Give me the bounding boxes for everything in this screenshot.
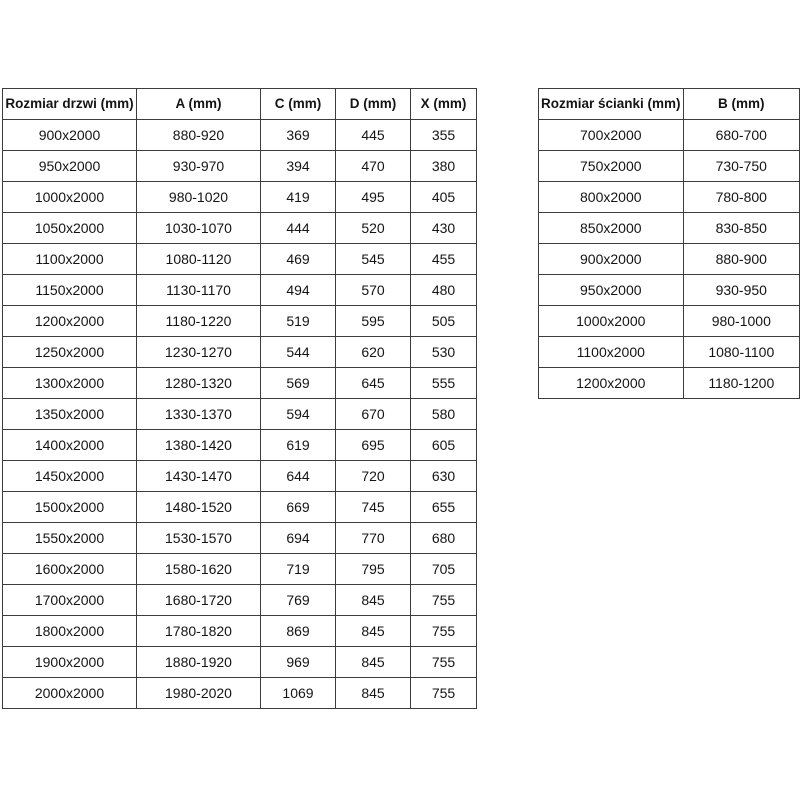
table-cell-a: 1280-1320 [137, 368, 261, 399]
table-cell-x: 755 [411, 647, 477, 678]
table-row [539, 275, 800, 306]
table-cell-c: 419 [261, 182, 336, 213]
table-cell-wall-size: 800x2000 [539, 182, 684, 213]
table-cell-d: 845 [336, 585, 411, 616]
table-cell-x: 355 [411, 120, 477, 151]
table-row [539, 368, 800, 399]
table-cell-x: 555 [411, 368, 477, 399]
table-cell-x: 405 [411, 182, 477, 213]
table-cell-d: 595 [336, 306, 411, 337]
table-cell-c: 544 [261, 337, 336, 368]
table-cell-door-size: 1100x2000 [3, 244, 137, 275]
table-cell-door-size: 950x2000 [3, 151, 137, 182]
table-cell-d: 845 [336, 678, 411, 709]
table-cell-door-size: 1250x2000 [3, 337, 137, 368]
table-row [3, 523, 477, 554]
table-row [539, 213, 800, 244]
table-cell-x: 580 [411, 399, 477, 430]
table-cell-a: 1680-1720 [137, 585, 261, 616]
table-cell-a: 1880-1920 [137, 647, 261, 678]
table-cell-c: 694 [261, 523, 336, 554]
table-cell-wall-size: 850x2000 [539, 213, 684, 244]
table-cell-d: 570 [336, 275, 411, 306]
table-cell-d: 645 [336, 368, 411, 399]
table-cell-a: 1380-1420 [137, 430, 261, 461]
table-cell-d: 545 [336, 244, 411, 275]
column-header-x: X (mm) [411, 89, 477, 120]
table-cell-x: 380 [411, 151, 477, 182]
table-cell-a: 1980-2020 [137, 678, 261, 709]
table-cell-x: 655 [411, 492, 477, 523]
table-cell-door-size: 1600x2000 [3, 554, 137, 585]
table-cell-c: 969 [261, 647, 336, 678]
table-row [3, 337, 477, 368]
table-cell-wall-size: 900x2000 [539, 244, 684, 275]
table-cell-a: 930-970 [137, 151, 261, 182]
table-cell-d: 470 [336, 151, 411, 182]
table-cell-a: 1530-1570 [137, 523, 261, 554]
table-cell-c: 769 [261, 585, 336, 616]
table-cell-x: 480 [411, 275, 477, 306]
table-cell-door-size: 1550x2000 [3, 523, 137, 554]
table-cell-a: 1580-1620 [137, 554, 261, 585]
table-cell-a: 880-920 [137, 120, 261, 151]
table-cell-b: 980-1000 [683, 306, 799, 337]
table-cell-door-size: 2000x2000 [3, 678, 137, 709]
table-row [3, 585, 477, 616]
table-cell-c: 394 [261, 151, 336, 182]
column-header-b: B (mm) [683, 89, 799, 120]
table-cell-b: 780-800 [683, 182, 799, 213]
table-row [3, 151, 477, 182]
column-header-rozmiar-scianki: Rozmiar ścianki (mm) [539, 89, 684, 120]
table-row [3, 678, 477, 709]
table-cell-c: 494 [261, 275, 336, 306]
table-cell-d: 745 [336, 492, 411, 523]
table-cell-a: 1030-1070 [137, 213, 261, 244]
table-row [3, 647, 477, 678]
table-cell-a: 1080-1120 [137, 244, 261, 275]
table-cell-c: 719 [261, 554, 336, 585]
table-row [3, 244, 477, 275]
table-cell-wall-size: 1100x2000 [539, 337, 684, 368]
table-cell-b: 1080-1100 [683, 337, 799, 368]
table-cell-c: 644 [261, 461, 336, 492]
table-cell-x: 605 [411, 430, 477, 461]
table-cell-x: 530 [411, 337, 477, 368]
table-cell-door-size: 1300x2000 [3, 368, 137, 399]
table-cell-wall-size: 750x2000 [539, 151, 684, 182]
column-header-c: C (mm) [261, 89, 336, 120]
table-cell-d: 520 [336, 213, 411, 244]
table-cell-wall-size: 950x2000 [539, 275, 684, 306]
table-cell-d: 845 [336, 647, 411, 678]
table-cell-d: 445 [336, 120, 411, 151]
table-cell-d: 695 [336, 430, 411, 461]
table-cell-wall-size: 1000x2000 [539, 306, 684, 337]
table-cell-b: 1180-1200 [683, 368, 799, 399]
table-cell-c: 1069 [261, 678, 336, 709]
table-cell-a: 1330-1370 [137, 399, 261, 430]
table-row [3, 275, 477, 306]
table-cell-door-size: 1400x2000 [3, 430, 137, 461]
table-cell-door-size: 1900x2000 [3, 647, 137, 678]
header-row [539, 89, 800, 120]
table-cell-x: 455 [411, 244, 477, 275]
table-cell-c: 569 [261, 368, 336, 399]
column-header-rozmiar-drzwi: Rozmiar drzwi (mm) [3, 89, 137, 120]
table-cell-wall-size: 700x2000 [539, 120, 684, 151]
table-row [3, 492, 477, 523]
table-cell-d: 495 [336, 182, 411, 213]
table-row [3, 554, 477, 585]
table-cell-x: 430 [411, 213, 477, 244]
table-row [539, 120, 800, 151]
table-row [3, 368, 477, 399]
table-cell-d: 795 [336, 554, 411, 585]
table-cell-door-size: 1150x2000 [3, 275, 137, 306]
table-cell-d: 770 [336, 523, 411, 554]
column-header-d: D (mm) [336, 89, 411, 120]
table-cell-b: 680-700 [683, 120, 799, 151]
table-cell-d: 845 [336, 616, 411, 647]
table-cell-door-size: 900x2000 [3, 120, 137, 151]
table-cell-c: 469 [261, 244, 336, 275]
table-cell-x: 680 [411, 523, 477, 554]
table-cell-x: 630 [411, 461, 477, 492]
table-cell-wall-size: 1200x2000 [539, 368, 684, 399]
header-row [3, 89, 477, 120]
table-cell-a: 980-1020 [137, 182, 261, 213]
table-row [539, 182, 800, 213]
table-cell-x: 755 [411, 678, 477, 709]
table-row [3, 213, 477, 244]
table-cell-b: 930-950 [683, 275, 799, 306]
door-table-body [3, 120, 477, 709]
table-cell-door-size: 1450x2000 [3, 461, 137, 492]
table-row [3, 182, 477, 213]
table-cell-d: 720 [336, 461, 411, 492]
table-row [539, 306, 800, 337]
table-cell-door-size: 1800x2000 [3, 616, 137, 647]
table-cell-a: 1230-1270 [137, 337, 261, 368]
table-cell-c: 444 [261, 213, 336, 244]
table-cell-b: 880-900 [683, 244, 799, 275]
table-cell-c: 519 [261, 306, 336, 337]
table-cell-door-size: 1700x2000 [3, 585, 137, 616]
table-cell-door-size: 1500x2000 [3, 492, 137, 523]
table-row [539, 337, 800, 368]
table-cell-c: 619 [261, 430, 336, 461]
table-cell-c: 369 [261, 120, 336, 151]
door-dimensions-table [2, 88, 477, 709]
table-cell-door-size: 1200x2000 [3, 306, 137, 337]
table-row [3, 461, 477, 492]
table-row [3, 430, 477, 461]
table-cell-d: 620 [336, 337, 411, 368]
table-cell-a: 1430-1470 [137, 461, 261, 492]
door-table-header [3, 89, 477, 120]
table-cell-a: 1480-1520 [137, 492, 261, 523]
column-header-a: A (mm) [137, 89, 261, 120]
table-cell-b: 830-850 [683, 213, 799, 244]
wall-table-header [539, 89, 800, 120]
table-cell-door-size: 1050x2000 [3, 213, 137, 244]
table-row [3, 399, 477, 430]
table-cell-d: 670 [336, 399, 411, 430]
table-cell-a: 1180-1220 [137, 306, 261, 337]
table-row [3, 306, 477, 337]
table-cell-c: 869 [261, 616, 336, 647]
table-cell-x: 705 [411, 554, 477, 585]
wall-table-body [539, 120, 800, 399]
table-cell-door-size: 1000x2000 [3, 182, 137, 213]
table-cell-x: 755 [411, 585, 477, 616]
table-cell-x: 755 [411, 616, 477, 647]
table-cell-a: 1780-1820 [137, 616, 261, 647]
table-row [3, 120, 477, 151]
table-row [539, 244, 800, 275]
wall-dimensions-table [538, 88, 800, 399]
table-cell-a: 1130-1170 [137, 275, 261, 306]
table-row [539, 151, 800, 182]
table-cell-c: 669 [261, 492, 336, 523]
table-cell-door-size: 1350x2000 [3, 399, 137, 430]
table-cell-c: 594 [261, 399, 336, 430]
table-cell-x: 505 [411, 306, 477, 337]
table-row [3, 616, 477, 647]
table-cell-b: 730-750 [683, 151, 799, 182]
